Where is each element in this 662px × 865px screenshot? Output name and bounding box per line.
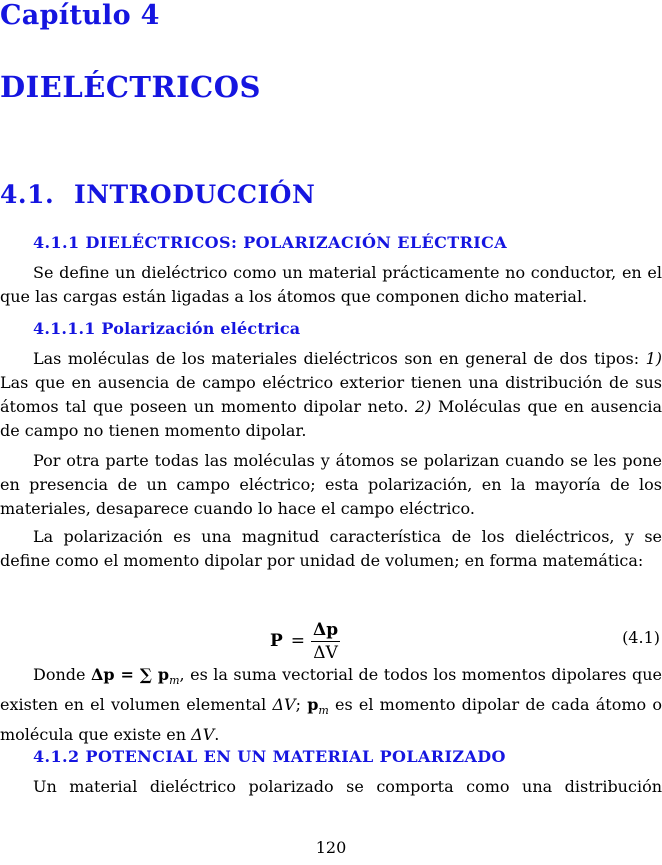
section-number: 4.1.: [0, 180, 55, 209]
page-number: 120: [315, 838, 347, 857]
where-text-4: es el momento dipolar de cada átomo o molécula que existe en: [0, 695, 662, 745]
chapter-label: Capítulo 4: [0, 0, 160, 31]
subsubsection-heading: 4.1.1.1 Polarización eléctrica: [33, 319, 301, 338]
molecule-types-intro: Las moléculas de los materiales dieléctricos son en general de dos tipos:: [33, 349, 640, 368]
paragraph-polarization-field: Por otra parte todas las moléculas y átomos se polarizan cuando se les pone en presencia de un campo eléctrico; esta polarización, en la mayoría de los materiales, desaparece cuando lo hace el campo eléctrico.: [0, 451, 662, 518]
math-delta-p-sum: Δp = ∑ p: [90, 665, 170, 684]
equation-lhs: P: [270, 631, 283, 651]
paragraph-polarization-definition: La polarización es una magnitud característica de los dieléctricos, y se define como el momento dipolar por unidad de volumen; en forma matemática:: [0, 527, 662, 570]
equation-4-1: [270, 614, 340, 668]
subsection-heading-polarizacion: 4.1.1 DIELÉCTRICOS: POLARIZACIÓN ELÉCTRICA: [33, 233, 508, 252]
paragraph-polarized-material: Un material dieléctrico polarizado se comporta como una distribución: [33, 777, 662, 796]
chapter-title: DIELÉCTRICOS: [0, 70, 261, 104]
equation-numerator: Δp: [313, 619, 339, 640]
math-delta-v: ΔV: [272, 695, 296, 715]
where-text-3: ;: [295, 695, 308, 715]
equation-number: (4.1): [622, 628, 660, 647]
where-text-5: .: [214, 725, 220, 745]
math-p: p: [307, 695, 319, 715]
equation-equals: =: [290, 631, 306, 651]
math-sub-m-2: m: [318, 704, 329, 718]
math-sub-m: m: [169, 674, 180, 688]
paragraph-definition: Se define un dieléctrico como un material prácticamente no conductor, en el que las cargas están ligadas a los átomos que componen dicho material.: [0, 263, 662, 306]
math-delta-v-2: ΔV: [191, 725, 215, 745]
subsection-heading-potencial: 4.1.2 POTENCIAL EN UN MATERIAL POLARIZADO: [33, 747, 506, 766]
where-text-1: Donde: [33, 665, 91, 684]
item1-text: Las que en ausencia de campo eléctrico exterior tienen una distribución de sus átomos tal que poseen un momento dipolar neto.: [0, 373, 662, 416]
paragraph-where: [0, 663, 662, 747]
item2-text: Moléculas que en ausencia de campo no tienen momento dipolar.: [0, 397, 662, 440]
section-title: INTRODUCCIÓN: [74, 180, 316, 209]
item2-marker: 2): [414, 397, 432, 416]
where-text-2: , es la suma vectorial de todos los momentos dipolares que existen en el volumen elemental: [0, 665, 662, 715]
equation-fraction: [311, 620, 340, 663]
section-heading: [0, 180, 315, 209]
paragraph-molecule-types: [0, 347, 662, 443]
item1-marker: 1): [645, 349, 662, 368]
equation-denominator: ΔV: [313, 642, 338, 663]
